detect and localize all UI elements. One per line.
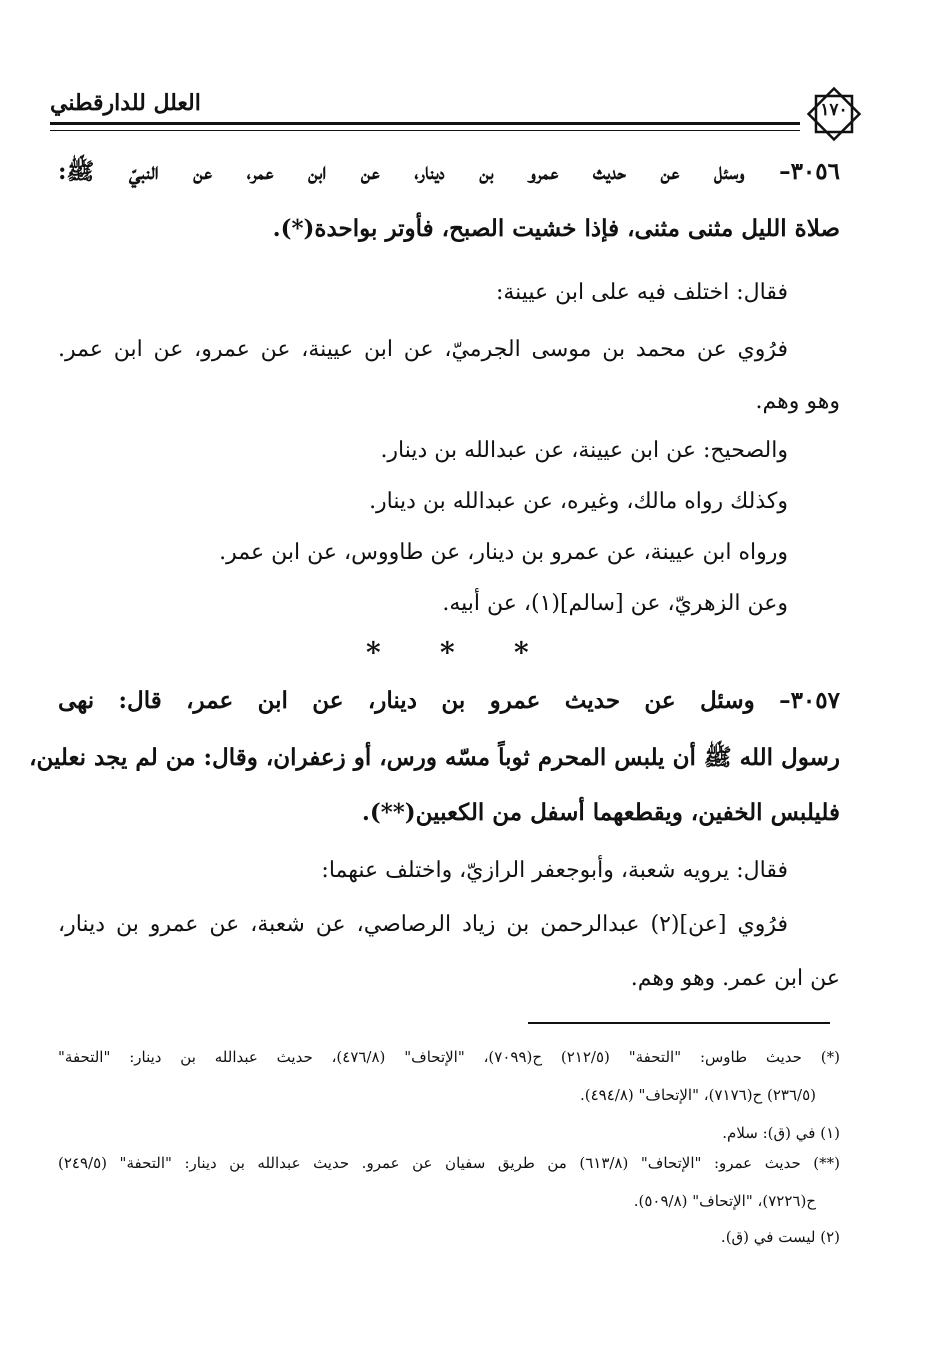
- entry-3057-heading-line-3: فليلبس الخفين، ويقطعهما أسفل من الكعبين(**).: [361, 799, 840, 826]
- entry-3056-heading-line-2: صلاة الليل مثنى مثنى، فإذا خشيت الصبح، فأوتر بواحدة(*).: [272, 215, 840, 242]
- entry-3056-heading-line-1: ٣٠٥٦– وسئل عن حديث عمرو بن دينار، عن ابن عمر، عن النبيّ ﷺ:: [58, 158, 840, 185]
- entry-3057-heading-line-1: ٣٠٥٧– وسئل عن حديث عمرو بن دينار، عن ابن عمر، قال: نهى: [58, 687, 840, 714]
- footnotes: [29, 0, 840, 1300]
- entry-3056-paragraph-2: فرُوي عن محمد بن موسى الجرميّ، عن ابن عيينة، عن عمرو، عن ابن عمر.: [58, 337, 788, 362]
- footnote-double-star-line-1: (**) حديث عمرو: "الإتحاف" (٦١٣/٨) من طريق سفيان عن عمرو. حديث عبدالله بن دينار: "التحفة" (٢٤٩/٥): [58, 1154, 840, 1172]
- entry-3057-paragraph-1: فقال: يرويه شعبة، وأبوجعفر الرازيّ، واختلف عنهما:: [321, 858, 788, 883]
- page-number: ١٧٠: [820, 100, 848, 120]
- entry-3056-paragraph-4: والصحيح: عن ابن عيينة، عن عبدالله بن دينار.: [380, 438, 788, 463]
- separator-star: *: [366, 636, 381, 669]
- separator-star: *: [440, 636, 455, 669]
- running-title: العلل للدارقطني: [50, 90, 201, 116]
- entry-3056-paragraph-7: وعن الزهريّ، عن [سالم](١)، عن أبيه.: [442, 591, 788, 616]
- entry-3057-paragraph-3: عن ابن عمر. وهو وهم.: [630, 966, 840, 991]
- entry-3056-paragraph-3: وهو وهم.: [755, 389, 840, 414]
- footnote-2: (٢) ليست في (ق).: [720, 1228, 840, 1246]
- entry-3056-paragraph-5: وكذلك رواه مالك، وغيره، عن عبدالله بن دينار.: [369, 489, 788, 514]
- entry-3057-heading-line-2: رسول الله ﷺ أن يلبس المحرم ثوباً مسّه ورس، أو زعفران، وقال: من لم يجد نعلين،: [29, 744, 840, 771]
- entry-3057-paragraph-2: فرُوي [عن](٢) عبدالرحمن بن زياد الرصاصي، عن شعبة، عن عمرو بن دينار،: [58, 912, 788, 937]
- entry-3056-paragraph-6: ورواه ابن عيينة، عن عمرو بن دينار، عن طاووس، عن ابن عمر.: [219, 540, 788, 565]
- footnote-1: (١) في (ق): سلام.: [722, 1124, 840, 1142]
- footnote-double-star-line-2: ح(٧٢٢٦)، "الإتحاف" (٥٠٩/٨).: [633, 1192, 816, 1210]
- footnote-star-line-1: (*) حديث طاوس: "التحفة" (٢١٢/٥) ح(٧٠٩٩)، "الإتحاف" (٤٧٦/٨)، حديث عبدالله بن دينار: "التحفة": [58, 1048, 840, 1066]
- entry-3056-paragraph-1: فقال: اختلف فيه على ابن عيينة:: [495, 280, 788, 305]
- separator-star: *: [514, 636, 529, 669]
- footnote-star-line-2: (٢٣٦/٥) ح(٧١٧٦)، "الإتحاف" (٤٩٤/٨).: [579, 1086, 816, 1104]
